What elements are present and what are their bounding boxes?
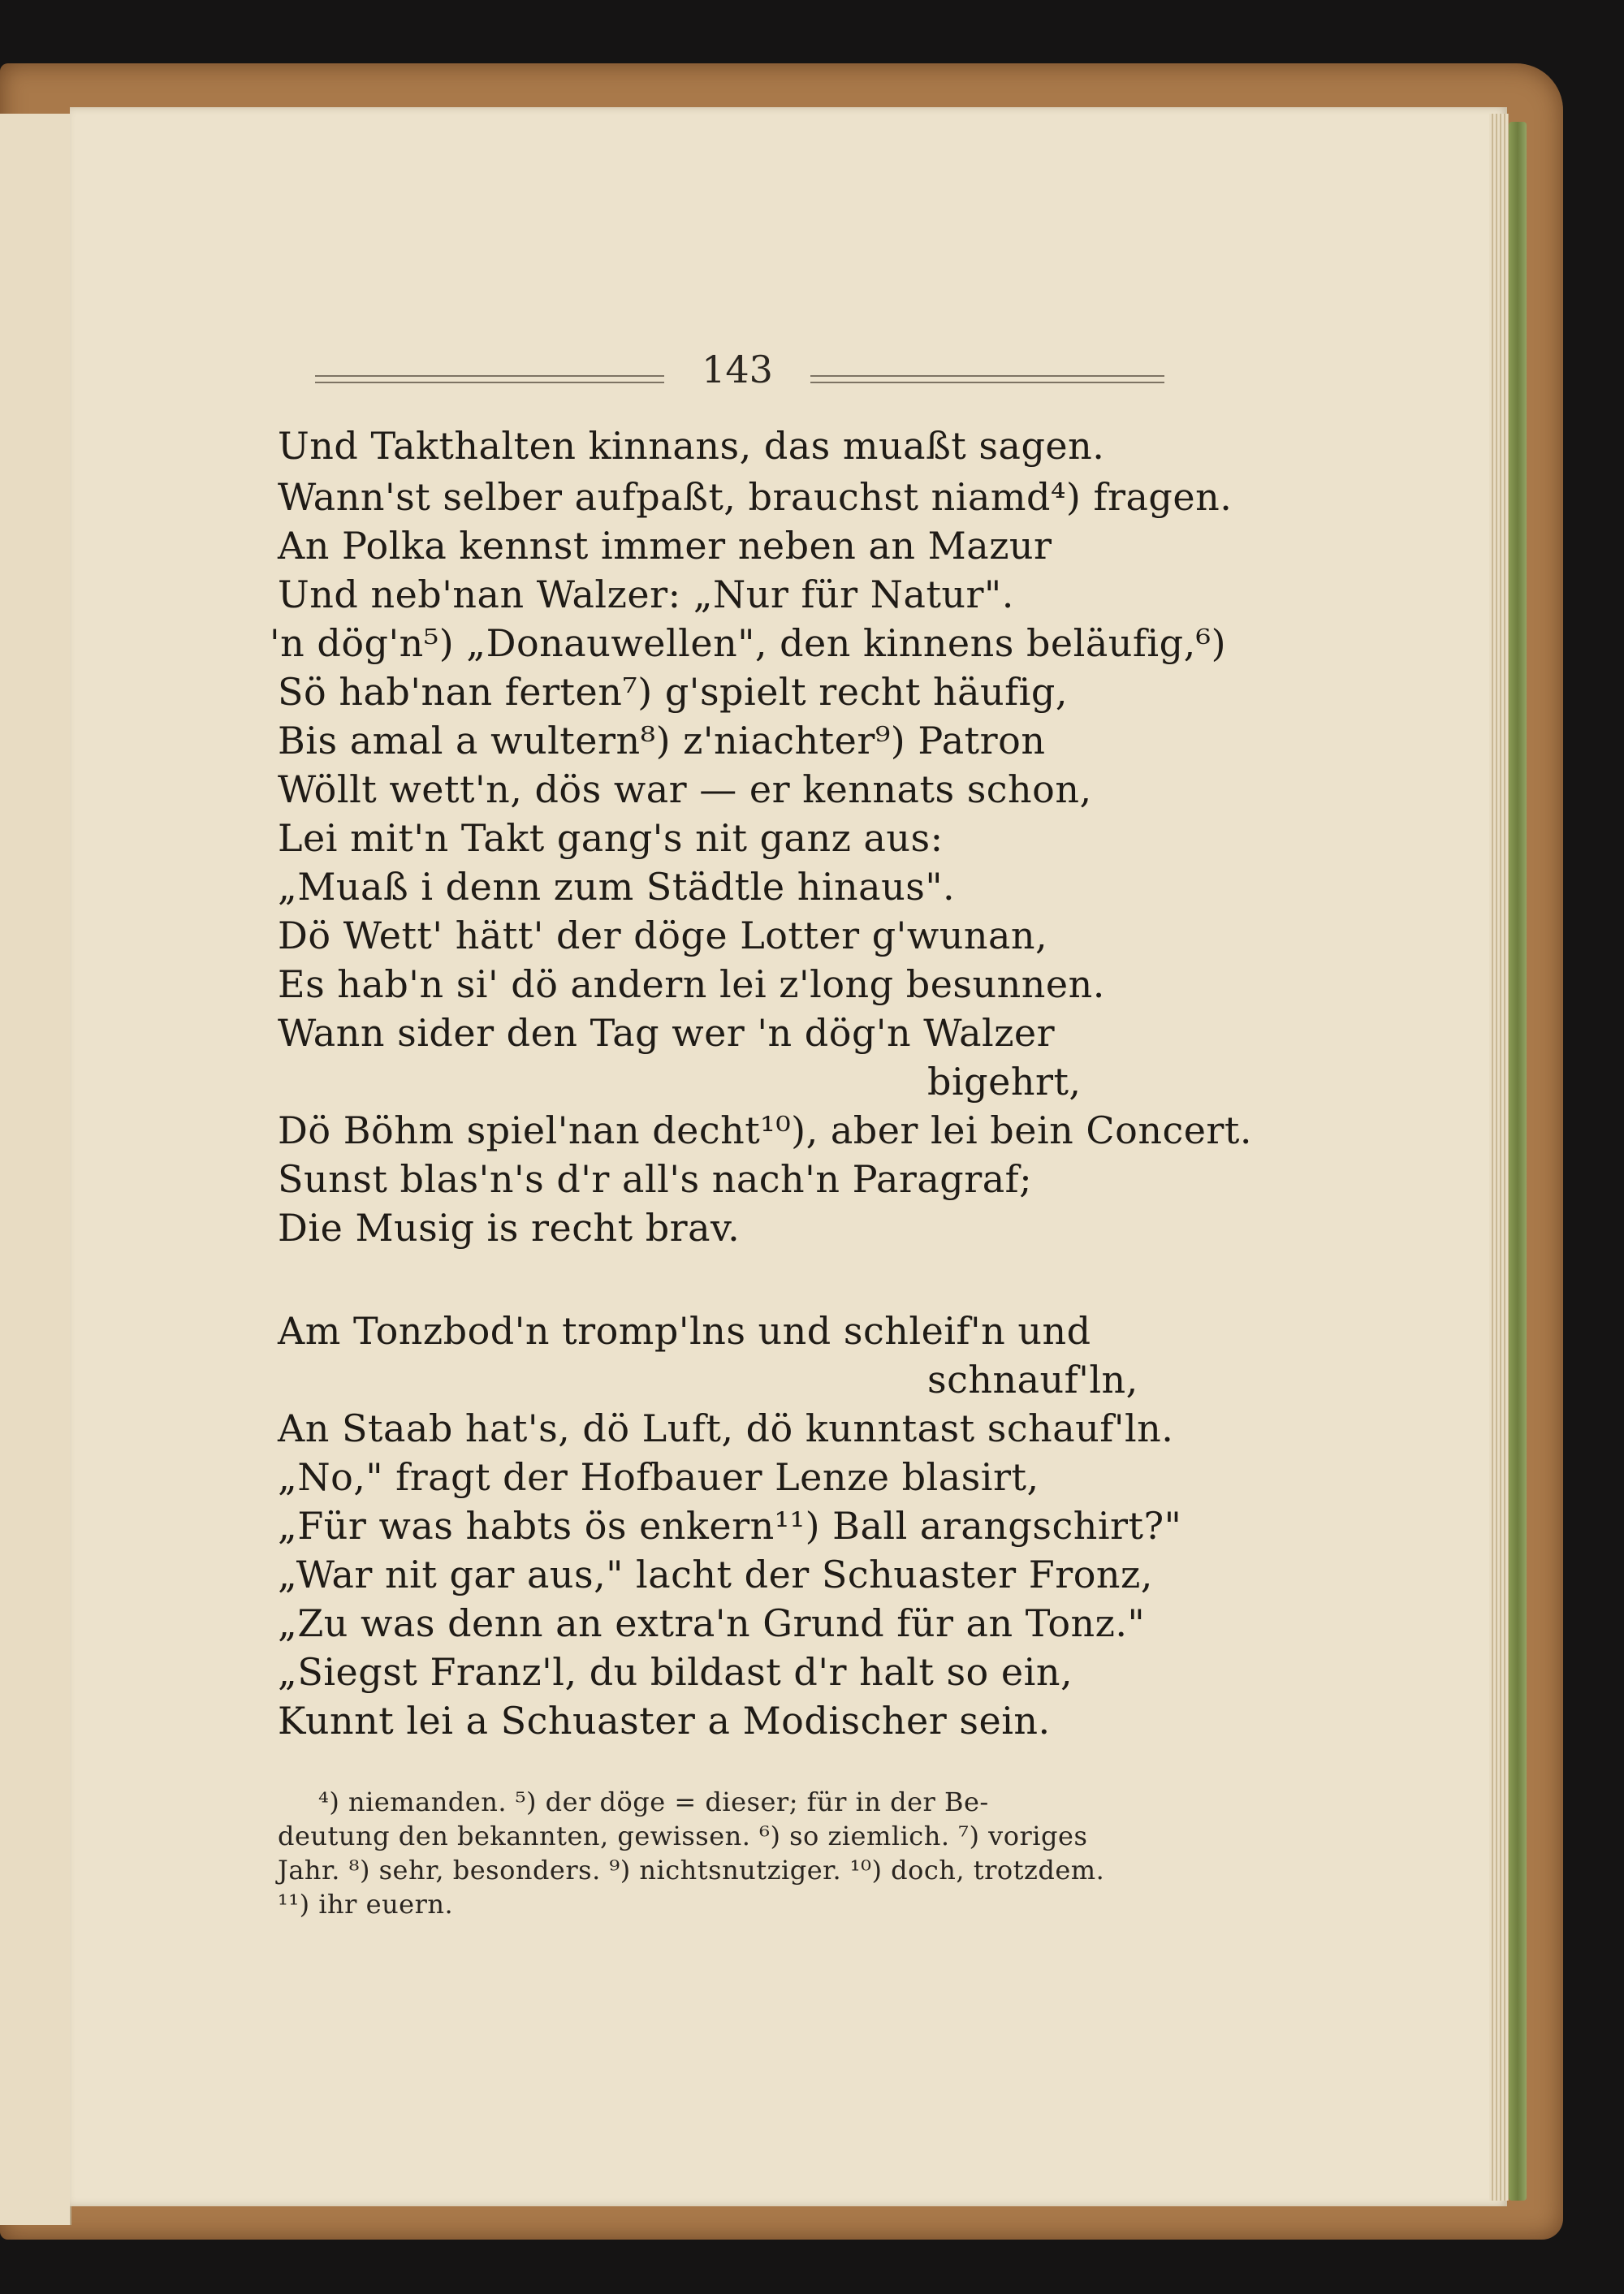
text-line: schnauf'ln, [927, 1358, 1138, 1402]
footnote-line: deutung den bekannten, gewissen. ⁶) so ziemlich. ⁷) voriges [278, 1821, 1088, 1851]
text-line: Kunnt lei a Schuaster a Modischer sein. [278, 1699, 1051, 1743]
page-stack [1489, 114, 1509, 2201]
text-line: Und Takthalten kinnans, das muaßt sagen. [278, 424, 1105, 468]
text-line: Dö Wett' hätt' der döge Lotter g'wunan, [278, 914, 1048, 957]
header-rule-right [810, 375, 1164, 383]
header-rule-left [315, 375, 664, 383]
text-line: „Für was habts ös enkern¹¹) Ball arangschirt?" [278, 1504, 1182, 1548]
text-line: Lei mit'n Takt gang's nit ganz aus: [278, 816, 944, 860]
text-line: An Staab hat's, dö Luft, dö kunntast schauf'ln. [278, 1406, 1174, 1450]
text-line: Dö Böhm spiel'nan decht¹⁰), aber lei bein Concert. [278, 1108, 1253, 1152]
text-line: bigehrt, [927, 1060, 1082, 1104]
text-line: Wann'st selber aufpaßt, brauchst niamd⁴) fragen. [278, 475, 1233, 519]
text-line: An Polka kennst immer neben an Mazur [278, 524, 1052, 568]
text-line: „War nit gar aus," lacht der Schuaster Fronz, [278, 1553, 1153, 1596]
text-line: Sö hab'nan ferten⁷) g'spielt recht häufig, [278, 670, 1068, 714]
text-line: Bis amal a wultern⁸) z'niachter⁹) Patron [278, 719, 1046, 763]
text-line: Und neb'nan Walzer: „Nur für Natur". [278, 572, 1014, 616]
text-line: „No," fragt der Hofbauer Lenze blasirt, [278, 1455, 1039, 1499]
text-line: „Zu was denn an extra'n Grund für an Tonz." [278, 1601, 1146, 1645]
text-line: „Muaß i denn zum Städtle hinaus". [278, 865, 956, 909]
text-line: Die Musig is recht brav. [278, 1206, 741, 1250]
text-line: Wann sider den Tag wer 'n dög'n Walzer [278, 1011, 1056, 1055]
footnote-line: Jahr. ⁸) sehr, besonders. ⁹) nichtsnutziger. ¹⁰) doch, trotzdem. [278, 1855, 1105, 1886]
page-number: 143 [702, 348, 773, 391]
text-line: Sunst blas'n's d'r all's nach'n Paragraf; [278, 1157, 1033, 1201]
text-line: 'n dög'n⁵) „Donauwellen", den kinnens beläufig,⁶) [270, 621, 1227, 665]
footnote-line: ¹¹) ihr euern. [278, 1889, 454, 1920]
text-line: Es hab'n si' dö andern lei z'long besunnen. [278, 962, 1105, 1006]
text-line: „Siegst Franz'l, du bildast d'r halt so ein, [278, 1650, 1073, 1694]
text-line: Am Tonzbod'n tromp'lns und schleif'n und [278, 1309, 1091, 1353]
text-line: Wöllt wett'n, dös war — er kennats schon, [278, 767, 1092, 811]
page-edge [1509, 122, 1527, 2201]
footnote-line: ⁴) niemanden. ⁵) der döge = dieser; für in der Be- [318, 1786, 989, 1817]
left-page-edge [0, 114, 71, 2225]
